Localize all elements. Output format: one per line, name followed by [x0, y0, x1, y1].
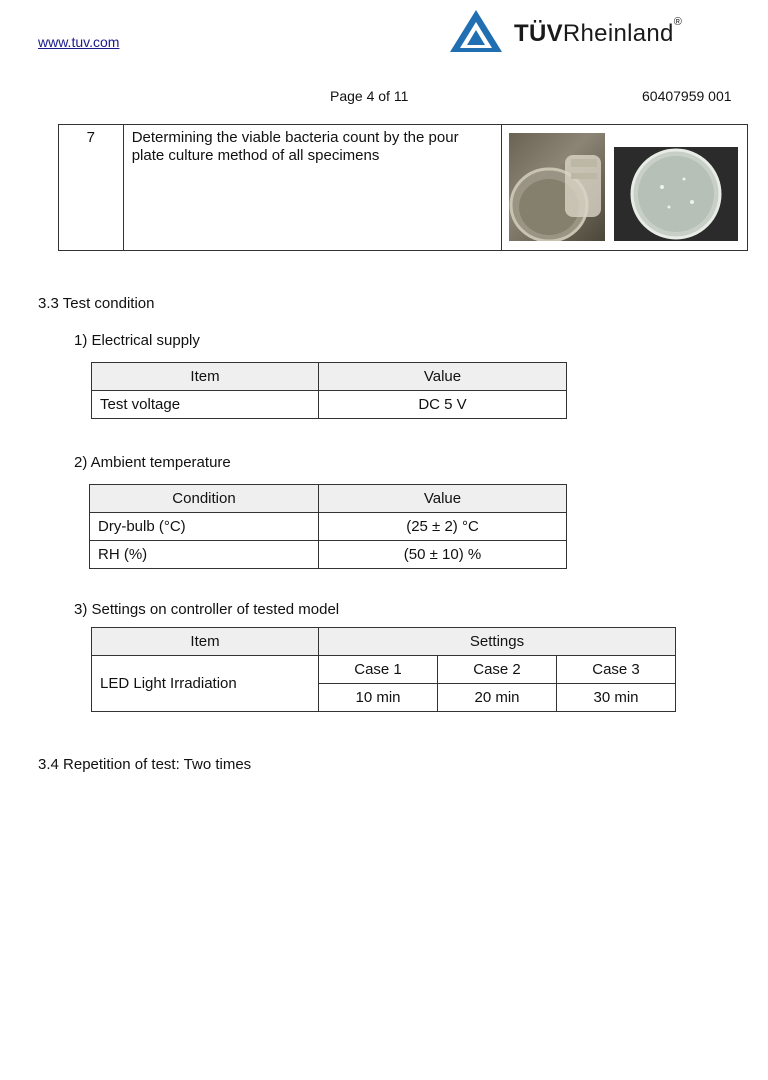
table-cell: 20 min [438, 684, 557, 712]
section-title-repetition: 3.4 Repetition of test: Two times [38, 756, 252, 773]
document-number: 60407959 001 [642, 88, 732, 104]
table-row [92, 391, 567, 419]
table-cell: Test voltage [92, 391, 319, 419]
culture-plate-photo [614, 147, 738, 241]
logo-wordmark: TÜVRheinland® [514, 16, 683, 47]
column-header: Item [92, 628, 319, 656]
table-cell: DC 5 V [319, 391, 567, 419]
table-header-row [90, 485, 567, 513]
procedure-step-table [58, 124, 748, 251]
electrical-supply-table [91, 362, 567, 419]
table-cell: (25 ± 2) °C [319, 513, 567, 541]
column-header: Settings [319, 628, 676, 656]
tuv-logo [448, 8, 718, 54]
column-header: Value [319, 363, 567, 391]
subsection-title-settings: 3) Settings on controller of tested model [74, 601, 340, 618]
table-row [59, 125, 748, 251]
table-cell: LED Light Irradiation [92, 656, 319, 712]
table-cell: Case 3 [557, 656, 676, 684]
triangle-logo-icon [448, 8, 504, 54]
table-cell: 10 min [319, 684, 438, 712]
table-header-row [92, 363, 567, 391]
page-number: Page 4 of 11 [330, 88, 409, 104]
ambient-temperature-table [89, 484, 567, 569]
section-title-test-condition: 3.3 Test condition [38, 295, 155, 312]
step-description: Determining the viable bacteria count by the pour plate culture method of all specimens [123, 125, 502, 251]
column-header: Condition [90, 485, 319, 513]
table-row [90, 541, 567, 569]
table-row [92, 656, 676, 684]
table-row [90, 513, 567, 541]
step-number: 7 [59, 125, 124, 251]
subsection-title-electrical: 1) Electrical supply [74, 332, 200, 349]
table-cell: (50 ± 10) % [319, 541, 567, 569]
table-cell: Case 2 [438, 656, 557, 684]
table-cell: 30 min [557, 684, 676, 712]
table-cell: RH (%) [90, 541, 319, 569]
table-header-row [92, 628, 676, 656]
column-header: Value [319, 485, 567, 513]
table-cell: Dry-bulb (°C) [90, 513, 319, 541]
website-link[interactable]: www.tuv.com [38, 34, 120, 50]
controller-settings-table [91, 627, 676, 712]
subsection-title-ambient: 2) Ambient temperature [74, 454, 231, 471]
table-cell: Case 1 [319, 656, 438, 684]
step-photos [502, 125, 748, 251]
column-header: Item [92, 363, 319, 391]
pour-plate-photo [509, 133, 605, 241]
